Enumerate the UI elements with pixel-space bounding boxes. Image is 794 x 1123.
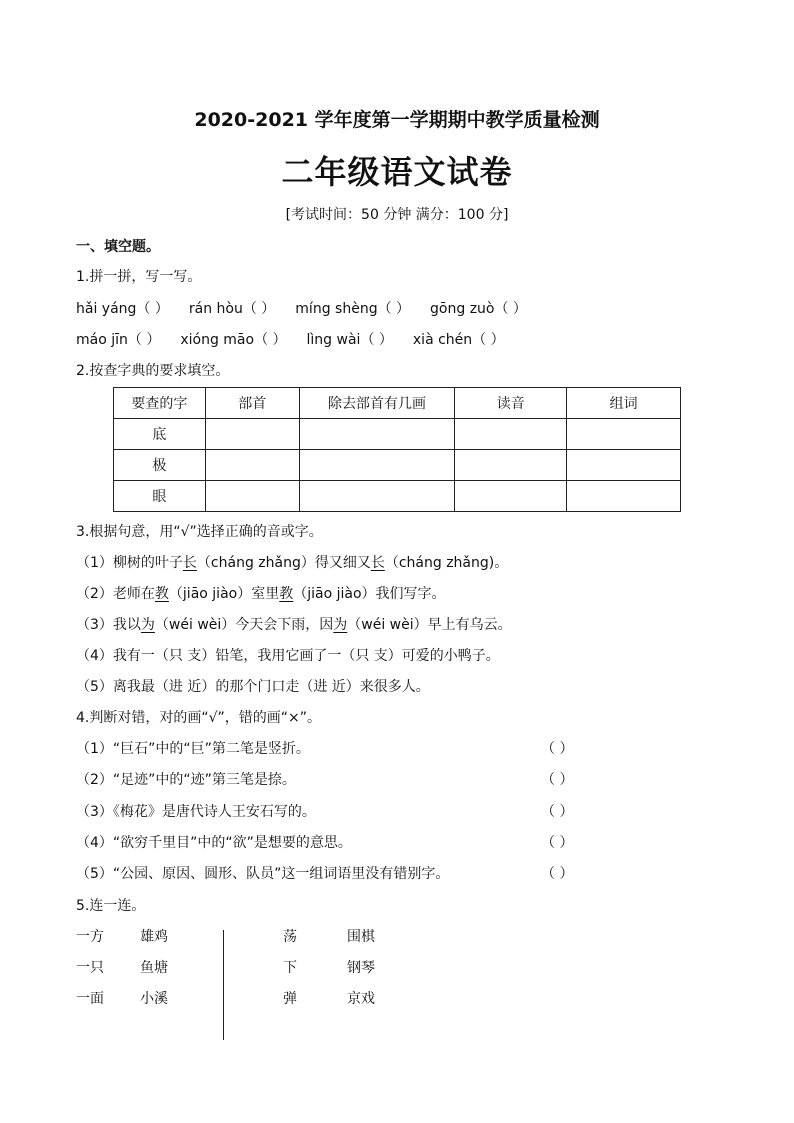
q3-underlined-char: 为 xyxy=(333,617,348,633)
q1-title: 1.拼一拼，写一写。 xyxy=(76,269,202,285)
answer-parentheses[interactable]: （ ） xyxy=(541,741,574,757)
match-item[interactable]: 弹 xyxy=(283,991,297,1007)
answer-cell[interactable] xyxy=(567,481,681,512)
answer-cell[interactable] xyxy=(567,450,681,481)
q3-text: （jiāo jiào）室里 xyxy=(168,586,280,602)
answer-cell[interactable] xyxy=(299,450,455,481)
answer-cell[interactable] xyxy=(205,450,299,481)
q2-title: 2.按查字典的要求填空。 xyxy=(76,363,230,379)
q4-item-4: （4）“欲穷千里目”中的“欲”是想要的意思。 xyxy=(76,835,352,851)
q3-underlined-char: 教 xyxy=(279,586,294,602)
pinyin-item: gōng zuò（ ） xyxy=(430,301,527,317)
answer-cell[interactable] xyxy=(455,481,567,512)
q4-item-2: （2）“足迹”中的“迹”第三笔是捺。 xyxy=(76,772,296,788)
q3-text: （jiāo jiào）我们写字。 xyxy=(293,586,446,602)
pinyin-item: míng shèng（ ） xyxy=(295,301,411,317)
exam-title: 2020-2021 学年度第一学期期中教学质量检测 xyxy=(194,109,600,131)
pinyin-item: rán hòu（ ） xyxy=(188,301,276,317)
answer-parentheses[interactable]: （ ） xyxy=(541,772,574,788)
q3-item-5: （5）离我最（进 近）的那个门口走（进 近）来很多人。 xyxy=(76,679,430,695)
table-header: 组词 xyxy=(567,388,681,419)
table-header: 读音 xyxy=(455,388,567,419)
exam-info: [考试时间：50 分钟 满分：100 分] xyxy=(285,207,509,223)
table-row xyxy=(114,481,681,512)
q5-title: 5.连一连。 xyxy=(76,898,146,914)
q1-row-2 xyxy=(76,331,505,349)
vertical-divider xyxy=(223,930,224,1040)
match-item[interactable]: 荡 xyxy=(283,929,297,945)
match-item[interactable]: 一面 xyxy=(76,991,104,1007)
q3-text: （2）老师在 xyxy=(76,586,155,602)
q1-row-1 xyxy=(76,300,527,318)
match-item[interactable]: 京戏 xyxy=(347,991,375,1007)
answer-cell[interactable] xyxy=(205,481,299,512)
pinyin-item: hǎi yáng（ ） xyxy=(76,301,169,317)
q4-item-1: （1）“巨石”中的“巨”第二笔是竖折。 xyxy=(76,741,310,757)
q3-text: （3）我以 xyxy=(76,617,141,633)
q3-item-1 xyxy=(76,554,508,572)
table-header: 除去部首有几画 xyxy=(299,388,455,419)
dictionary-table xyxy=(113,387,681,512)
pinyin-item: xià chén（ ） xyxy=(412,332,505,348)
match-item[interactable]: 鱼塘 xyxy=(140,960,168,976)
answer-cell[interactable] xyxy=(567,419,681,450)
answer-parentheses[interactable]: （ ） xyxy=(541,804,574,820)
table-cell-char: 眼 xyxy=(114,481,206,512)
table-header: 部首 xyxy=(205,388,299,419)
match-item[interactable]: 钢琴 xyxy=(347,960,375,976)
q3-item-4: （4）我有一（只 支）铅笔，我用它画了一（只 支）可爱的小鸭子。 xyxy=(76,648,500,664)
answer-cell[interactable] xyxy=(299,419,455,450)
q4-item-3: （3）《梅花》是唐代诗人王安石写的。 xyxy=(76,804,316,820)
q4-title: 4.判断对错，对的画“√”，错的画“×”。 xyxy=(76,710,322,726)
q3-underlined-char: 教 xyxy=(154,586,169,602)
match-item[interactable]: 围棋 xyxy=(347,929,375,945)
answer-cell[interactable] xyxy=(455,450,567,481)
q4-item-5: （5）“公园、原因、圆形、队员”这一组词语里没有错别字。 xyxy=(76,866,450,882)
q3-text: （wéi wèi）早上有乌云。 xyxy=(347,617,512,633)
q3-text: （cháng zhǎng）得又细又 xyxy=(196,555,371,571)
match-item[interactable]: 下 xyxy=(283,960,297,976)
answer-parentheses[interactable]: （ ） xyxy=(541,866,574,882)
table-row xyxy=(114,419,681,450)
match-item[interactable]: 小溪 xyxy=(140,991,168,1007)
q3-item-3 xyxy=(76,616,512,634)
table-cell-char: 底 xyxy=(114,419,206,450)
table-cell-char: 极 xyxy=(114,450,206,481)
answer-parentheses[interactable]: （ ） xyxy=(541,835,574,851)
match-item[interactable]: 一只 xyxy=(76,960,104,976)
table-row xyxy=(114,450,681,481)
table-header-row xyxy=(114,388,681,419)
pinyin-item: máo jīn（ ） xyxy=(76,332,161,348)
pinyin-item: lìng wài（ ） xyxy=(306,332,393,348)
q3-underlined-char: 长 xyxy=(370,555,385,571)
answer-cell[interactable] xyxy=(299,481,455,512)
pinyin-item: xióng māo（ ） xyxy=(180,332,287,348)
q3-underlined-char: 长 xyxy=(182,555,197,571)
q3-title: 3.根据句意，用“√”选择正确的音或字。 xyxy=(76,524,323,540)
section-heading: 一、填空题。 xyxy=(76,239,160,255)
q3-underlined-char: 为 xyxy=(140,617,155,633)
paper-title: 二年级语文试卷 xyxy=(281,153,513,191)
answer-cell[interactable] xyxy=(455,419,567,450)
q3-text: （cháng zhǎng)。 xyxy=(384,555,509,571)
table-header: 要查的字 xyxy=(114,388,206,419)
q3-text: （wéi wèi）今天会下雨，因 xyxy=(154,617,334,633)
match-item[interactable]: 雄鸡 xyxy=(140,929,168,945)
q3-text: （1）柳树的叶子 xyxy=(76,555,183,571)
match-item[interactable]: 一方 xyxy=(76,929,104,945)
answer-cell[interactable] xyxy=(205,419,299,450)
q3-item-2 xyxy=(76,585,446,603)
